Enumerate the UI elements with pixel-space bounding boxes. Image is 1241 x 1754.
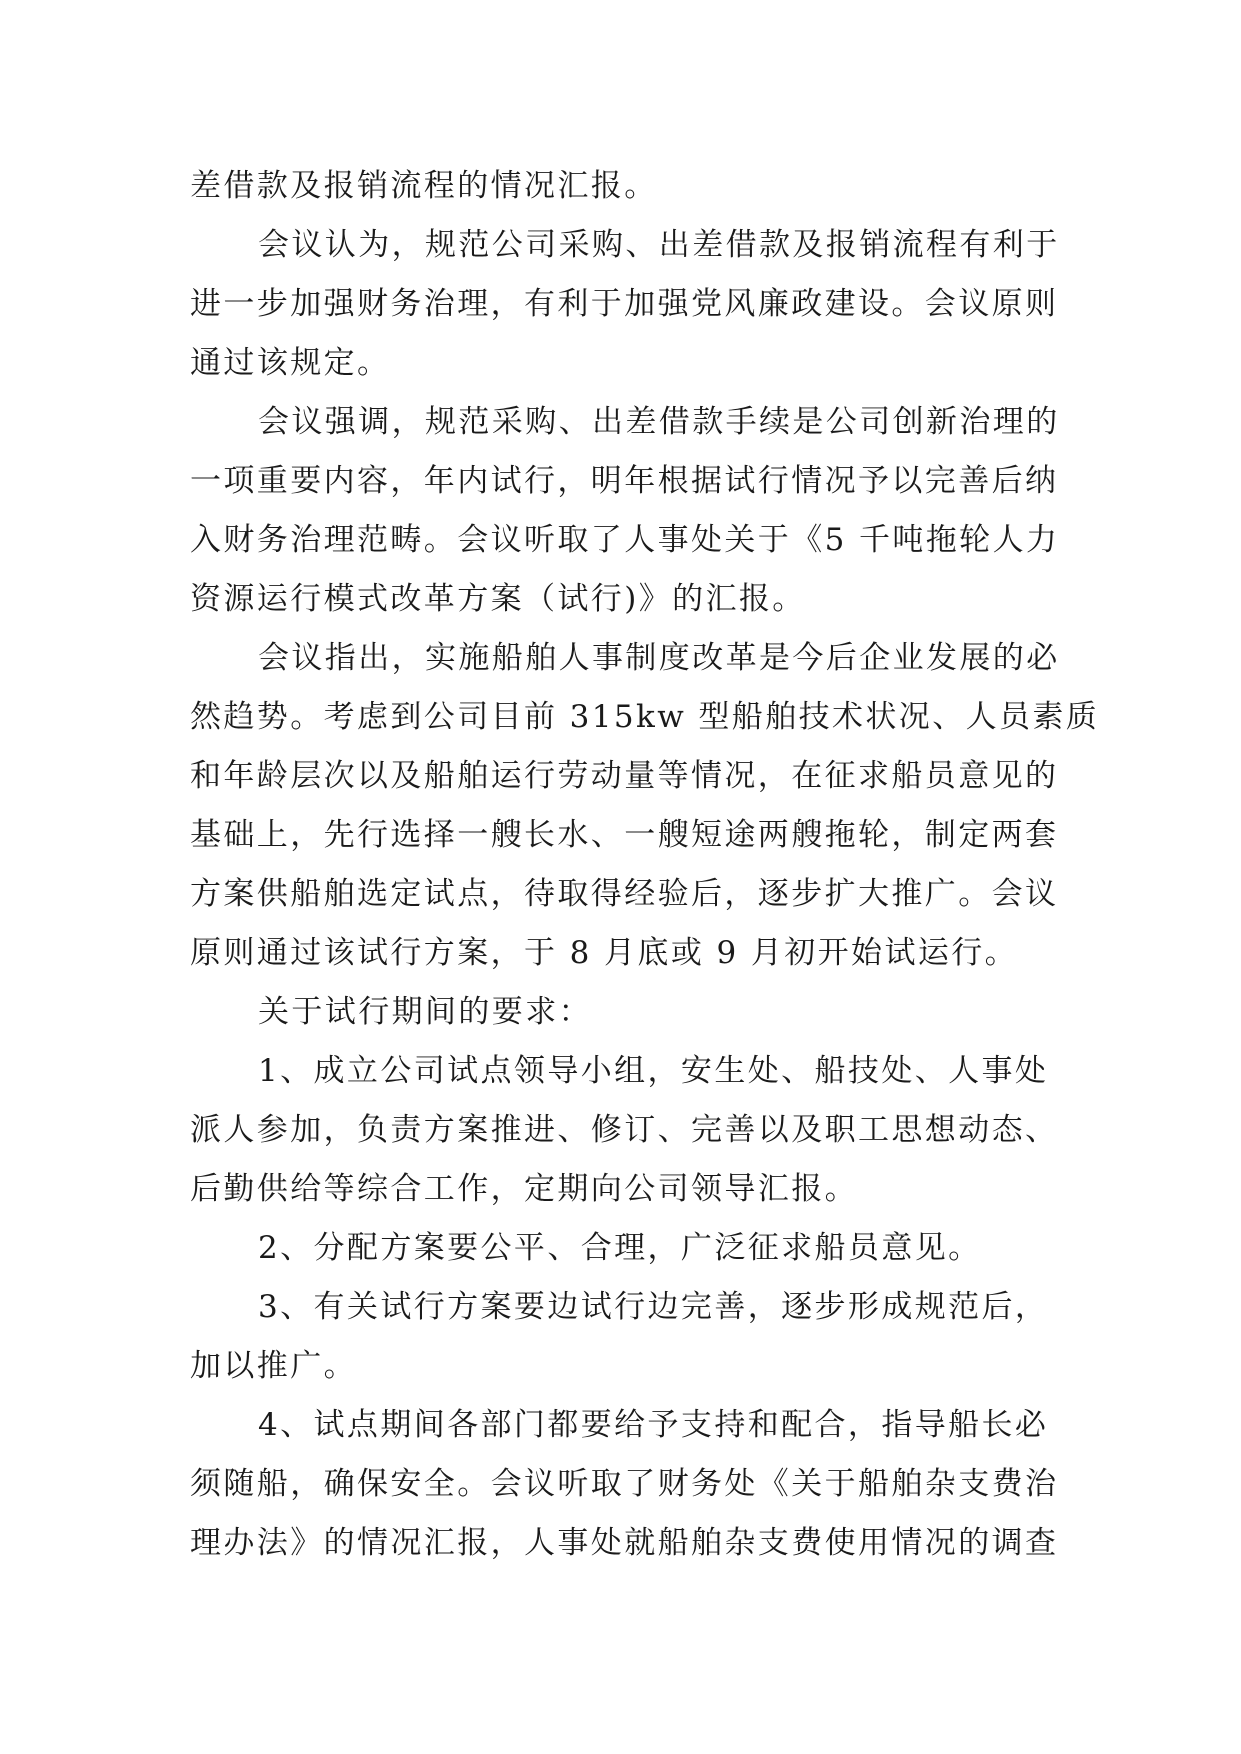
text-line: 入财务治理范畴。会议听取了人事处关于《5 千吨拖轮人力 <box>190 522 1060 558</box>
text-line: 2、分配方案要公平、合理，广泛征求船员意见。 <box>258 1230 982 1266</box>
text-line: 然趋势。考虑到公司目前 315kw 型船舶技术状况、人员素质 <box>190 699 1100 735</box>
text-line: 3、有关试行方案要边试行边完善，逐步形成规范后， <box>258 1289 1049 1325</box>
text-line: 后勤供给等综合工作，定期向公司领导汇报。 <box>190 1171 858 1207</box>
text-line: 差借款及报销流程的情况汇报。 <box>190 168 658 204</box>
text-line: 须随船，确保安全。会议听取了财务处《关于船舶杂支费治 <box>190 1466 1059 1502</box>
text-line: 1、成立公司试点领导小组，安生处、船技处、人事处 <box>258 1053 1049 1089</box>
text-line: 一项重要内容，年内试行，明年根据试行情况予以完善后纳 <box>190 463 1059 499</box>
text-line: 派人参加，负责方案推进、修订、完善以及职工思想动态、 <box>190 1112 1059 1148</box>
text-line: 进一步加强财务治理，有利于加强党风廉政建设。会议原则 <box>190 286 1059 322</box>
text-line: 理办法》的情况汇报，人事处就船舶杂支费使用情况的调查 <box>190 1525 1059 1561</box>
text-line: 基础上，先行选择一艘长水、一艘短途两艘拖轮，制定两套 <box>190 817 1059 853</box>
document-body <box>190 157 1100 1573</box>
text-line: 加以推广。 <box>190 1348 357 1384</box>
text-line: 资源运行模式改革方案（试行)》的汇报。 <box>190 581 806 617</box>
text-line: 4、试点期间各部门都要给予支持和配合，指导船长必 <box>258 1407 1049 1443</box>
text-line: 方案供船舶选定试点，待取得经验后，逐步扩大推广。会议 <box>190 876 1059 912</box>
text-line: 会议认为，规范公司采购、出差借款及报销流程有利于 <box>258 227 1060 263</box>
text-line: 原则通过该试行方案，于 8 月底或 9 月初开始试运行。 <box>190 935 1019 971</box>
text-line: 通过该规定。 <box>190 345 391 381</box>
text-line: 和年龄层次以及船舶运行劳动量等情况，在征求船员意见的 <box>190 758 1059 794</box>
text-line: 会议指出，实施船舶人事制度改革是今后企业发展的必 <box>258 640 1060 676</box>
text-line: 会议强调，规范采购、出差借款手续是公司创新治理的 <box>258 404 1060 440</box>
text-line: 关于试行期间的要求： <box>258 994 592 1030</box>
